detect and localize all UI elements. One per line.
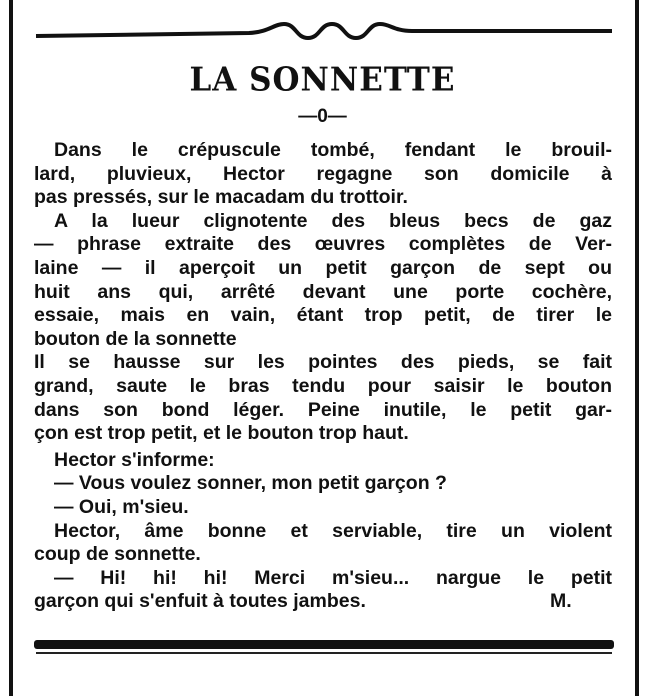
title-separator: —0— [298,106,347,127]
ornamental-wavy-rule [34,16,614,42]
text-line: çon est trop petit, et le bouton trop haut. [34,422,409,445]
article-title: LA SONNETTE [189,61,456,99]
closing-line: garçon qui s'enfuit à toutes jambes. [34,590,366,613]
text-line: Hector, âme bonne et serviable, tire un violent [54,519,612,542]
text-line: Dans le crépuscule tombé, fendant le brouil- [54,139,612,161]
text-line: laine — il aperçoit un petit garçon de sept ou [34,256,612,279]
text-line: — Vous voulez sonner, mon petit garçon ? [54,472,447,495]
bottom-thin-rule [36,652,612,654]
text-line: — Oui, m'sieu. [54,495,189,518]
text-line: — Hi! hi! hi! Merci m'sieu... nargue le petit [54,566,612,589]
text-line: — phrase extraite des œuvres complètes de Ver- [34,233,612,256]
author-signature: M. [550,590,572,613]
text-line: Hector s'informe: [54,448,215,471]
text-line: dans son bond léger. Peine inutile, le petit gar- [34,398,612,421]
bottom-thick-rule [34,640,614,649]
article-body [34,139,612,614]
text-line: coup de sonnette. [34,543,201,566]
text-line: bouton de la sonnette [34,327,237,350]
text-line: lard, pluvieux, Hector regagne son domicile à [34,162,612,185]
text-line: pas pressés, sur le macadam du trottoir. [34,186,408,209]
text-line: A la lueur clignotente des bleus becs de gaz [54,209,612,232]
text-line: essaie, mais en vain, étant trop petit, de tirer le [34,304,612,327]
text-line: Il se hausse sur les pointes des pieds, se fait [34,351,612,374]
text-line [34,590,612,614]
text-line: grand, saute le bras tendu pour saisir le bouton [34,374,612,397]
text-line: huit ans qui, arrêté devant une porte cochère, [34,280,612,303]
